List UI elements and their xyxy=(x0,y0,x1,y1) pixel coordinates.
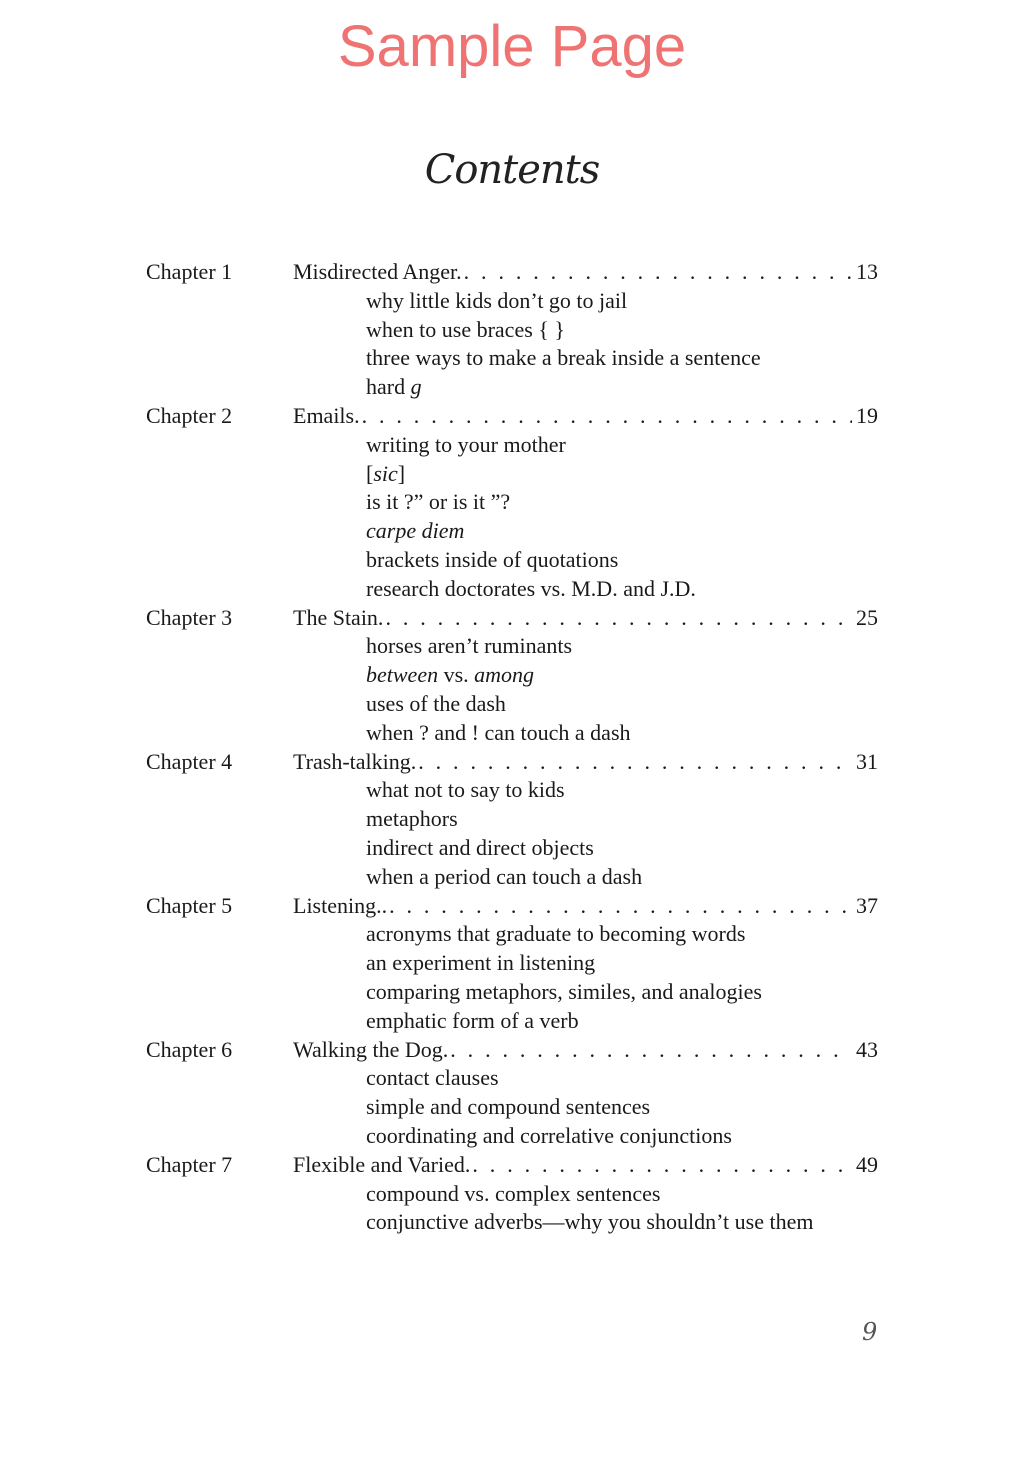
toc-topic-row xyxy=(0,834,1024,863)
chapter-title: The Stain. xyxy=(293,604,384,630)
toc-topic-row xyxy=(0,805,1024,834)
toc-topic-row xyxy=(0,1007,1024,1036)
toc-topic-row xyxy=(0,575,1024,604)
chapter-title-entry xyxy=(293,892,878,921)
toc-topic-row xyxy=(0,1122,1024,1151)
chapter-topic: what not to say to kids xyxy=(366,777,565,803)
toc-topic-row xyxy=(0,690,1024,719)
chapter-topic: research doctorates vs. M.D. and J.D. xyxy=(366,575,696,601)
toc-topic-row xyxy=(0,1180,1024,1209)
toc-topic-row xyxy=(0,1208,1024,1237)
dot-leader xyxy=(464,258,852,287)
dot-leader xyxy=(472,1151,852,1180)
chapter-label: Chapter 4 xyxy=(146,748,233,774)
toc-topic-row xyxy=(0,488,1024,517)
toc-topic-row xyxy=(0,719,1024,748)
chapter-topic: between vs. among xyxy=(366,662,535,688)
toc-topic-row xyxy=(0,661,1024,690)
chapter-title: Emails. xyxy=(293,402,360,428)
chapter-topic: acronyms that graduate to becoming words xyxy=(366,921,746,947)
chapter-topic: indirect and direct objects xyxy=(366,834,594,860)
chapter-title-entry xyxy=(293,748,878,777)
chapter-title: Trash-talking. xyxy=(293,748,417,774)
chapter-title: Walking the Dog. xyxy=(293,1036,449,1062)
chapter-topic: when to use braces { } xyxy=(366,316,565,342)
chapter-page-number: 49 xyxy=(856,1151,878,1177)
chapter-title-entry xyxy=(293,1036,878,1065)
chapter-label: Chapter 5 xyxy=(146,892,233,918)
sample-page-watermark: Sample Page xyxy=(337,14,687,79)
chapter-label: Chapter 1 xyxy=(146,259,233,284)
chapter-topic: hard g xyxy=(366,374,422,400)
toc-topic-row xyxy=(0,776,1024,805)
chapter-page-number: 37 xyxy=(856,892,878,918)
chapter-title: Misdirected Anger. xyxy=(293,259,462,284)
table-of-contents xyxy=(0,258,1024,1237)
chapter-page-number: 25 xyxy=(856,604,878,630)
chapter-topic: compound vs. complex sentences xyxy=(366,1180,661,1206)
chapter-topic: horses aren’t ruminants xyxy=(366,633,573,659)
toc-topic-row xyxy=(0,978,1024,1007)
chapter-topic: conjunctive adverbs—why you shouldn’t use them xyxy=(366,1209,814,1235)
chapter-topic: when ? and ! can touch a dash xyxy=(366,719,631,745)
chapter-topic: uses of the dash xyxy=(366,690,506,716)
toc-chapter-row xyxy=(0,1036,1024,1065)
toc-chapter-row xyxy=(0,604,1024,633)
dot-leader xyxy=(385,604,852,633)
toc-topic-row xyxy=(0,517,1024,546)
chapter-topic: is it ?” or is it ”? xyxy=(366,489,511,515)
chapter-topic: three ways to make a break inside a sentence xyxy=(366,345,761,371)
chapter-page-number: 13 xyxy=(856,259,878,284)
dot-leader xyxy=(389,892,852,921)
toc-topic-row xyxy=(0,1093,1024,1122)
chapter-topic: emphatic form of a verb xyxy=(366,1007,579,1033)
toc-chapter-row xyxy=(0,402,1024,431)
toc-topic-row xyxy=(0,1064,1024,1093)
chapter-title: Listening.. xyxy=(293,892,388,918)
chapter-label: Chapter 7 xyxy=(146,1151,233,1177)
chapter-topic: comparing metaphors, similes, and analogies xyxy=(366,978,762,1004)
toc-topic-row xyxy=(0,632,1024,661)
page-number: 9 xyxy=(862,1318,878,1346)
chapter-title-entry xyxy=(293,1151,878,1180)
chapter-topic: contact clauses xyxy=(366,1065,499,1091)
contents-heading: Contents xyxy=(424,147,600,193)
chapter-topic: simple and compound sentences xyxy=(366,1094,651,1120)
chapter-topic: coordinating and correlative conjunctions xyxy=(366,1122,732,1148)
chapter-topic: why little kids don’t go to jail xyxy=(366,287,628,313)
chapter-page-number: 31 xyxy=(856,748,878,774)
chapter-page-number: 19 xyxy=(856,402,878,428)
chapter-topic: [sic] xyxy=(366,460,406,486)
toc-topic-row xyxy=(0,431,1024,460)
chapter-title-entry xyxy=(293,604,878,633)
chapter-label: Chapter 6 xyxy=(146,1036,233,1062)
toc-topic-row xyxy=(0,316,1024,345)
dot-leader xyxy=(418,748,852,777)
toc-topic-row xyxy=(0,863,1024,892)
chapter-topic: when a period can touch a dash xyxy=(366,863,643,889)
chapter-topic: carpe diem xyxy=(366,518,465,544)
dot-leader xyxy=(450,1036,852,1065)
chapter-title-entry xyxy=(293,258,878,287)
chapter-label: Chapter 3 xyxy=(146,604,233,630)
toc-topic-row xyxy=(0,344,1024,373)
toc-topic-row xyxy=(0,546,1024,575)
chapter-topic: an experiment in listening xyxy=(366,950,596,976)
toc-topic-row xyxy=(0,460,1024,489)
chapter-title-entry xyxy=(293,402,878,431)
toc-topic-row xyxy=(0,920,1024,949)
chapter-title: Flexible and Varied. xyxy=(293,1151,471,1177)
toc-chapter-row xyxy=(0,892,1024,921)
toc-chapter-row xyxy=(0,1151,1024,1180)
toc-topic-row xyxy=(0,287,1024,316)
chapter-topic: writing to your mother xyxy=(366,431,566,457)
chapter-topic: brackets inside of quotations xyxy=(366,546,619,572)
dot-leader xyxy=(362,402,852,431)
chapter-label: Chapter 2 xyxy=(146,402,233,428)
toc-topic-row xyxy=(0,373,1024,402)
toc-chapter-row xyxy=(0,258,1024,287)
chapter-page-number: 43 xyxy=(856,1036,878,1062)
toc-topic-row xyxy=(0,949,1024,978)
chapter-topic: metaphors xyxy=(366,806,458,832)
toc-chapter-row xyxy=(0,748,1024,777)
